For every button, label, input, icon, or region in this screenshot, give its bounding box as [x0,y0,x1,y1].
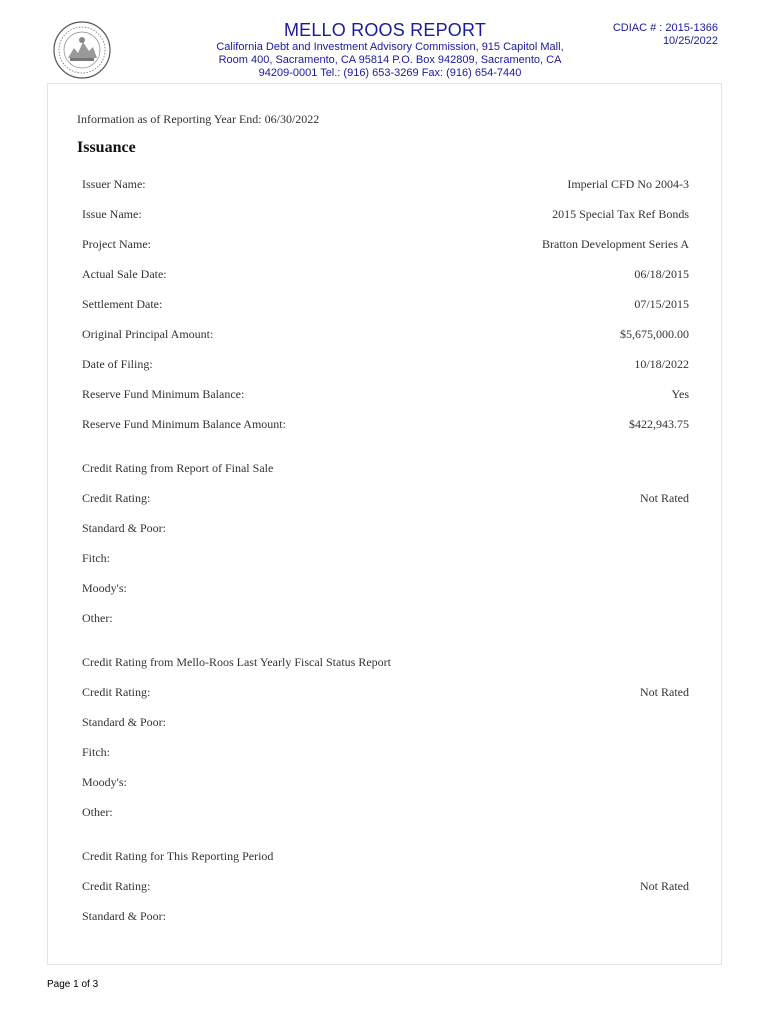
issuance-row [82,207,689,223]
field-value: $422,943.75 [629,417,689,431]
field-value: 07/15/2015 [634,297,689,311]
field-label: Issue Name: [82,207,142,221]
rating-row [82,581,689,597]
field-label: Settlement Date: [82,297,163,311]
cdiac-block [613,22,718,48]
field-value: Yes [671,387,689,401]
rating-row [82,491,689,507]
field-value: $5,675,000.00 [620,327,689,341]
field-value: Not Rated [640,685,689,699]
subheading-last-yearly-rating: Credit Rating from Mello-Roos Last Yearly Fiscal Status Report [82,655,391,669]
field-label: Fitch: [82,551,111,565]
field-label: Standard & Poor: [82,521,166,535]
rating-row [82,805,689,821]
field-label: Other: [82,611,113,625]
field-value: Imperial CFD No 2004-3 [567,177,689,191]
field-label: Original Principal Amount: [82,327,214,341]
field-label: Credit Rating: [82,685,151,699]
report-title: MELLO ROOS REPORT [283,20,487,40]
field-label: Project Name: [82,237,151,251]
commission-address [190,41,590,80]
address-line: California Debt and Investment Advisory Commission, 915 Capitol Mall, [216,41,564,53]
field-label: Moody's: [82,775,127,789]
field-label: Reserve Fund Minimum Balance: [82,387,245,401]
field-label: Reserve Fund Minimum Balance Amount: [82,417,286,431]
page-number: Page 1 of 3 [47,979,99,990]
issuance-row [82,417,689,433]
issuance-row [82,297,689,313]
rating-row [82,745,689,761]
report-date: 10/25/2022 [662,35,718,47]
field-value: 06/18/2015 [634,267,689,281]
field-label: Moody's: [82,581,127,595]
subheading-period-rating: Credit Rating for This Reporting Period [82,849,274,863]
field-value: 10/18/2022 [634,357,689,371]
issuance-row [82,177,689,193]
issuance-row [82,267,689,283]
field-value: Not Rated [640,491,689,505]
field-label: Standard & Poor: [82,715,166,729]
field-value: Bratton Development Series A [542,237,689,251]
address-line: Room 400, Sacramento, CA 95814 P.O. Box 942809, Sacramento, CA [218,54,562,66]
issuance-row [82,387,689,403]
field-value: Not Rated [640,879,689,893]
field-label: Issuer Name: [82,177,146,191]
issuance-row [82,357,689,373]
field-label: Actual Sale Date: [82,267,167,281]
field-label: Standard & Poor: [82,909,166,923]
field-value: 2015 Special Tax Ref Bonds [552,207,689,221]
issuance-row [82,237,689,253]
rating-row [82,775,689,791]
field-label: Credit Rating: [82,879,151,893]
reporting-year-info: Information as of Reporting Year End: 06/30/2022 [77,112,320,126]
cdiac-number: CDIAC # : 2015-1366 [612,22,718,34]
issuance-row [82,327,689,343]
rating-row [82,611,689,627]
subheading-final-sale-rating: Credit Rating from Report of Final Sale [82,461,274,475]
section-title-issuance: Issuance [77,139,136,156]
rating-row [82,879,689,895]
rating-row [82,685,689,701]
field-label: Credit Rating: [82,491,151,505]
field-label: Date of Filing: [82,357,153,371]
field-label: Fitch: [82,745,111,759]
rating-row [82,521,689,537]
rating-row [82,551,689,567]
rating-row [82,909,689,925]
address-line: 94209-0001 Tel.: (916) 653-3269 Fax: (916) 654-7440 [258,67,522,79]
field-label: Other: [82,805,113,819]
rating-row [82,715,689,731]
